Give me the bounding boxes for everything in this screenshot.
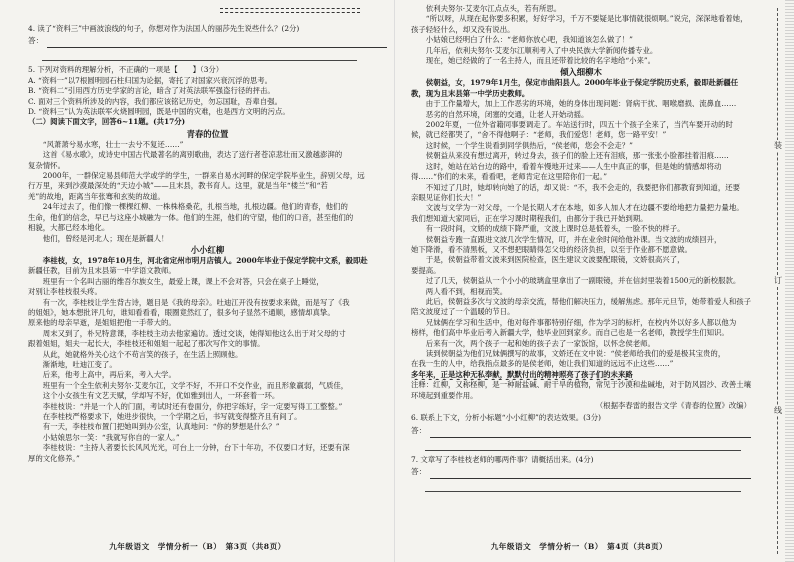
paragraph: 他们，曾经是河北人；现在是新疆人！: [42, 233, 169, 243]
paragraph: 榜样，他们高中毕业后考入新疆大学，他毕业回到家乡。而自己也是一名老师，教授学生们知识。: [411, 328, 729, 338]
source-note: （根据李春雷的报告文学《青春的位置》改编）: [595, 401, 751, 411]
binding-mark-xian: 线: [771, 405, 785, 416]
subtitle-qingru-xiliumu: 倾入细柳木: [560, 67, 602, 78]
paragraph: 这时，她站在站台边的路中，看着车慢地开过来——人生中真正的事，但是她的情感却将动: [425, 161, 722, 171]
paragraph: 班里有一个名叫古丽的维吾尔族女生，最爱上课，课上不会对答，只会在桌子上睡觉，: [42, 276, 324, 286]
paragraph: 对别让李桂枝很头疼。: [28, 287, 102, 297]
paragraph: 现在，她已经做的了一名主持人，而且还带着比较的名字地给“小来”。: [425, 56, 656, 66]
binding-mark-ding: 订: [771, 275, 785, 286]
paragraph: 文波与文学为一对父母，一个是长期人才在本地，如多人加人才在边疆不要给地把力量把力量地。: [425, 203, 744, 213]
paragraph: 亲眼见证你们长大！”: [411, 192, 482, 202]
paragraph: 于是，侯朝益带着文波来到医院检查，医生建议文波要配眼镜，文娇很高兴了，: [425, 255, 685, 265]
paragraph: 原来他的母亲早逝，是姐姐把他一手带大的。: [28, 318, 176, 328]
paragraph: 几年后，依利夫努尔·艾麦尔江顺利考入了中央民族大学新闻传播专业。: [425, 45, 658, 55]
paragraph: 渐渐地，吐迪江变了。: [42, 359, 117, 369]
paragraph: 这个小女孩生有文艺天赋，学却写不好，优如雅到出人，一环套着一环。: [42, 391, 280, 401]
paragraph: 后来，他考上高中，再后来，考入大学。: [42, 370, 176, 380]
binding-mark-zhuang: 装: [771, 140, 785, 151]
paragraph: 李桂枝，女，1978年10月生，河北省定州市明月店镇人。2000年毕业于保定学院中文系，毅即赴: [42, 255, 368, 265]
paragraph: 后来有一次，两个孩子一起和她的孩子去了一家饭馆，以怀念侯老师。: [425, 338, 655, 348]
paragraph: 有一段时间，文娇的成绩下降严重，文波上课时总是低着头，一脸不快的样子。: [425, 224, 685, 234]
question-7: 7. 文章写了李桂枝老师的哪两件事？请概括出来。(4分): [411, 454, 594, 464]
paragraph: 小姑娘已经明白了什么：“老师你放心吧，我知道该怎么做了！”: [425, 35, 633, 45]
paragraph: “所以呀，从现在起你要多积累，好好学习，千万不要疑是比事情就很烦啊。”说完，深深地看着她，: [425, 14, 748, 24]
paragraph: 的姐姐》，她本想批评几句，谁知看看看，眼圈竟然红了，很多句子显然不通顺，感情却真挚。: [28, 307, 335, 317]
paragraph: 要提高。: [411, 265, 441, 275]
paragraph: 李桂枝说：“并是一个人的门面，考试时还有卷面分，你把字练好，字一定要写得工工整整。”: [42, 401, 343, 411]
paragraph: 候，就已经都哭了，“舍不得他啊子：“老师，我们爱您！老师，您一路平安！”: [411, 130, 667, 140]
page-footer: 九年级语文 学情分析一（B） 第4页（共8页）: [490, 542, 668, 551]
paragraph: 2002年夏，一位外省籍同事要调走了。车站送行时，四五十个孩子全来了，当汽车要开动的时: [425, 120, 733, 130]
paragraph: 此后，侯朝益多次与文波的母亲交流，帮他们解决压力，缓解焦虑。那年元旦节，她带着爱人和孩子: [425, 296, 751, 306]
wavy-underlined-sentence: 多年来，正是这种无私奉献，默默付出的精神照亮了孩子们的未来路: [411, 369, 633, 379]
paragraph: 依利夫努尔·艾麦尔江点点头，若有所思。: [425, 4, 562, 13]
q5-option-d: D. “资料三”认为英法联军火烧圆明园，既是中国的灾难，也是西方文明的污点。: [28, 107, 290, 117]
paragraph: 侯朝益专跑一直跟进文波几次学生情况，叮，并在业余时间给他补课。当文波的成绩回升，: [425, 234, 722, 244]
paragraph: 班里有一个全生依利夫努尔·艾麦尔江，文学不好，不开口不交作业，而且形象羸弱，气质佳，: [42, 380, 349, 390]
paragraph: 兄妹俩在学习和生活中，他对每件事都特别仔细，作为学习的标杆，在校内外以好多人都以他为: [425, 317, 737, 327]
binding-hatch: [785, 0, 794, 562]
paragraph: 侯朝益从来没有想过离开，转过身去，孩子们的脸上还有泪痕，那一张张小脸都挂着泪痕……: [425, 151, 729, 161]
paragraph: 侯朝益，女，1979年1月生，保定市曲阳县人。2000年毕业于保定学院历史系，毅即赴新疆任: [425, 78, 739, 88]
paragraph: 厚的文化修养。”: [28, 453, 80, 463]
question-6: 6. 联系上下文，分析小标题“小小红柳”的表达效果。(3分): [411, 413, 602, 423]
page-3: [0, 0, 395, 562]
question-4: 4. 读了“资料三”中画波浪线的句子，你想对作为法国人的丽莎先生说些什么？(2分): [28, 24, 300, 33]
paragraph: 由于工作量增大，加上工作恶劣的环境，她的身体出现问题：肾病干扰、咽喉磨损、流鼻血……: [425, 99, 737, 109]
q5-option-b: B. “资料二”引用西方历史学家的言论，暗含了对英法联军强盗行径的抨击。: [28, 86, 275, 96]
paragraph: 在李桂枝严格要求下，她进步很快，一个学期之后，书写就变得整齐且有间了。: [42, 412, 302, 421]
paragraph: 行万里，来到沙漠最深处的“天边小城”——且末县，教书育人。这里，就是当年“楼兰”和“若: [28, 181, 328, 191]
paragraph: 孩子轻轻什么，却又没有说出。: [411, 24, 515, 34]
paragraph: 跟着姐姐，姐夫一起长大，李桂枝还和姐姐一起起了那次写作文的事情。: [28, 339, 265, 349]
section-heading: （二）阅读下面文字，回答6~11题。(共17分): [28, 117, 186, 127]
paragraph: 不知过了几时，她却转向她了的话，却又说：“不，我不会走的，我要把你们都教育到知道，还要: [425, 182, 740, 192]
paragraph: 小姑娘思尔一笑：“我就写你自的一家人。”: [42, 432, 180, 442]
paragraph: 李桂枝说：“主持人者要长长风风光光，可台上一分钟，台下十年功，不仅要口才好，还要有深: [42, 443, 350, 453]
paragraph: 生命，他们的信念，早已与这座小城融为一体。他们的生涯，他们的守望，他们的口音，甚至他们的: [28, 212, 354, 222]
paragraph: 24年过去了，他们像一棵棵红柳、一株株格桑花，扎根当地，扎根边疆。他们的青春，他们的: [42, 202, 348, 212]
q5-option-a: A. “资料一”以7根圆明园石柱归国为论据，寄托了对国家兴衰沉浮的思考。: [28, 75, 273, 85]
paragraph: 有一次，李桂枝让学生背古诗，题目是《我的母亲》。吐迪江开没有按要求来做，而是写了《我: [42, 297, 350, 307]
note: 环境起到重要作用。: [411, 390, 478, 400]
binding-margin: [763, 0, 794, 562]
paragraph: 过了几天，侯朝益从一个小小的玻璃盒里拿出了一副眼镜，并在信封里装着1500元的新校服款。: [425, 276, 741, 286]
answer-line[interactable]: [425, 440, 741, 451]
answer-line[interactable]: [425, 481, 741, 492]
question-4-answer[interactable]: 答：: [28, 34, 387, 48]
paragraph: 在我一生的人中，给我指点最多的是侯老师，她让我们知道的远远不止这些……”: [411, 359, 674, 369]
page-footer: 九年级语文 学情分析一（B） 第3页（共8页）: [109, 542, 286, 551]
paragraph: 我们想知道大家同后，正在学习课时期程我们，由都分于我已开始到期。: [411, 213, 648, 223]
answer-line[interactable]: [42, 50, 357, 61]
paragraph: 她下降滑，看不清黑板，又不想把眼睛得怎父母的经济负担，以至于作业都不愿意做。: [411, 244, 692, 254]
paragraph: 陪文波度过了一个温暖的节日。: [411, 307, 515, 317]
subtitle-xiaoxiao-hongliu: 小小红柳: [190, 244, 225, 255]
paragraph: 两人看不到，相视而笑。: [425, 286, 508, 296]
page-4: [395, 0, 763, 562]
paragraph: 相貌，大都已经本地化。: [28, 223, 110, 233]
paragraph: 读到侯朝益为他们兄妹俩撰写的故事，文娇还在文中说：“侯老师给我们的爱是极其宝贵的，: [425, 349, 726, 358]
question-6-answer[interactable]: 答：: [411, 424, 751, 438]
paragraph: 教，现为且末县第一中学历史教师。: [411, 88, 530, 98]
paragraph: 从此，她就格外关心这个不苟言笑的孩子，在生活上照顾他。: [42, 349, 243, 359]
paragraph: 得……“你们的未来，看看吧，老师肯定在这里陪你们一起。”: [411, 172, 608, 182]
paragraph: 羌”的故地，距离当年张骞和玄奘的故道。: [28, 191, 165, 201]
question-7-answer[interactable]: 答：: [411, 465, 751, 479]
article-title: 青春的位置: [186, 128, 229, 139]
note: 注释：红柳，又称柽柳，是一种耐盐碱、耐干旱的植物，常见于沙漠和盐碱地，对于防风固沙、改善土壤: [411, 380, 751, 390]
paragraph: 这时候，一个学生说看到同学俱热后，“侯老师，您会不会走？”: [425, 140, 633, 150]
paragraph: 2000年，一群保定易县师范大学或学的学生，一群来自易水河畔的保定学院毕业生，辞别父母，远: [42, 171, 365, 181]
paragraph: 有一天，李桂枝布置门把她叫到办公室，认真地问：“你的梦想是什么？”: [42, 422, 280, 432]
question-5: 5. 下列对资料的理解分析，不正确的一项是【 】（3分）: [28, 65, 224, 75]
paragraph: 复杂情怀。: [28, 160, 65, 170]
paragraph: 新疆任教，目前为且末县第一中学语文教师。: [28, 266, 176, 276]
paragraph: 这首《易水歌》，成诗史中国古代最著名的离别歌曲，表达了送行者苍凉悲壮而又激越澎湃的: [42, 150, 343, 160]
paragraph: 周末又到了，朴兄特意课，李桂枝主动去他家遍访。透过交谈，她得知他这么出于对父母的寸: [42, 328, 346, 338]
paragraph: “风萧萧兮易水寒，壮士一去兮不复还……”: [42, 139, 184, 149]
q5-option-c: C. 面对三个资料所涉及的内容，我们都应该铭记历史，勿忘国耻，吾辈自强。: [28, 96, 282, 106]
paragraph: 恶劣的自然环境，闭塞的交通，让老人开始动摇。: [425, 109, 589, 119]
